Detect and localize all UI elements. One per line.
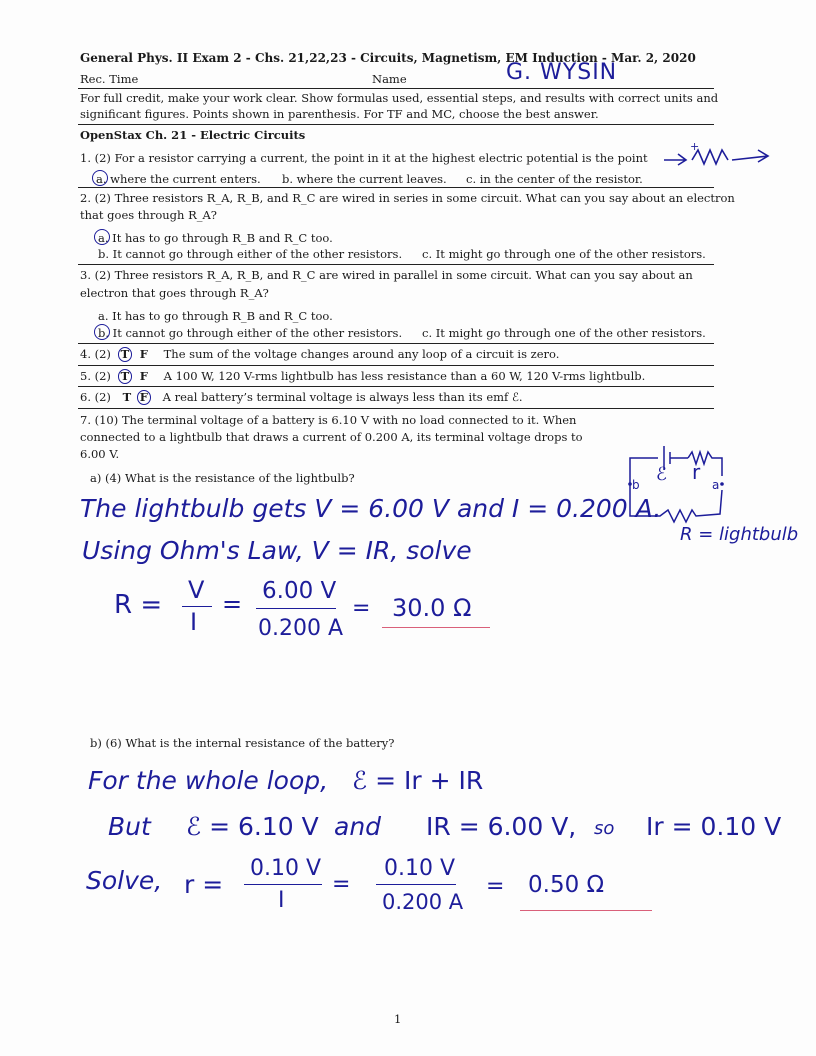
answer-a-equals-2: = xyxy=(352,596,371,621)
answer-b-ir-internal: Ir = 0.10 V xyxy=(646,812,782,841)
diagram-emf-label: ℰ xyxy=(656,464,667,485)
q3-line-2: electron that goes through R_A? xyxy=(80,286,269,300)
diagram-load-label: R = lightbulb xyxy=(680,524,799,545)
q4-prefix: 4. (2) xyxy=(80,347,111,361)
q3-option-a[interactable]: a. It has to go through R_B and R_C too. xyxy=(98,309,333,323)
answer-a-r-equals: R = xyxy=(114,590,163,620)
answer-b-equals-2: = xyxy=(486,874,505,899)
q7-part-a: a) (4) What is the resistance of the lightbulb? xyxy=(90,471,355,485)
answer-a-fraction-bar-1 xyxy=(182,606,212,607)
answer-b-emf-value: ℰ = 6.10 V xyxy=(186,812,319,841)
q2-answer-circle xyxy=(94,229,110,245)
answer-b-ir-value: IR = 6.00 V, xyxy=(426,812,577,841)
q4-true-circled[interactable]: T xyxy=(118,347,133,362)
q6-true[interactable]: T xyxy=(122,390,132,404)
q6-row xyxy=(80,390,523,405)
instructions-rule xyxy=(78,124,714,125)
student-name: G. WYSIN xyxy=(506,60,618,85)
answer-b-line-1b: ℰ = Ir + IR xyxy=(352,766,484,795)
q3-option-b[interactable]: b. It cannot go through either of the other resistors. xyxy=(98,326,402,340)
answer-a-line-1: The lightbulb gets V = 6.00 V and I = 0.200 A. xyxy=(80,494,662,523)
q2-option-b[interactable]: b. It cannot go through either of the other resistors. xyxy=(98,247,403,261)
q5-true-circled[interactable]: T xyxy=(118,369,133,384)
answer-b-but: But xyxy=(108,812,151,841)
answer-a-i: I xyxy=(190,608,198,636)
q3-line-1: 3. (2) Three resistors R_A, R_B, and R_C are wired in parallel in some circuit. What can you say about an xyxy=(80,268,693,282)
answer-a-equals: = xyxy=(222,590,243,618)
q4-rule xyxy=(78,365,714,366)
q2-line-2: that goes through R_A? xyxy=(80,208,217,222)
q5-statement: A 100 W, 120 V-rms lightbulb has less resistance than a 60 W, 120 V-rms lightbulb. xyxy=(163,369,646,383)
q3-rule xyxy=(78,343,714,344)
header-rule xyxy=(78,88,714,89)
q6-statement: A real battery’s terminal voltage is always less than its emf ℰ. xyxy=(162,390,523,404)
q1-text: 1. (2) For a resistor carrying a current, the point in it at the highest electric potential is the point xyxy=(80,151,648,165)
answer-b-fraction-bar-2 xyxy=(376,884,456,885)
instructions-line-1: For full credit, make your work clear. Show formulas used, essential steps, and results with correct units and xyxy=(80,91,719,105)
q7-part-b: b) (6) What is the internal resistance of the battery? xyxy=(90,736,395,750)
q1-option-c[interactable]: c. in the center of the resistor. xyxy=(466,172,643,186)
q4-row xyxy=(80,347,559,362)
q3-option-c[interactable]: c. It might go through one of the other resistors. xyxy=(422,326,706,340)
q5-false[interactable]: F xyxy=(139,369,148,383)
q3-answer-circle xyxy=(94,324,110,340)
answer-b-num-2: 0.10 V xyxy=(384,856,456,881)
q6-rule xyxy=(78,408,714,409)
q2-option-c[interactable]: c. It might go through one of the other resistors. xyxy=(422,247,706,261)
answer-b-so: so xyxy=(594,818,615,839)
q5-rule xyxy=(78,386,714,387)
page-number: 1 xyxy=(394,1012,402,1026)
diagram-r-label: r xyxy=(692,460,701,484)
exam-title: General Phys. II Exam 2 - Chs. 21,22,23 - Circuits, Magnetism, EM Induction - Mar. 2, 2020 xyxy=(80,51,696,65)
answer-a-underline xyxy=(382,627,490,628)
q5-row xyxy=(80,369,645,384)
q5-prefix: 5. (2) xyxy=(80,369,111,383)
diagram-b-label: b xyxy=(632,478,640,492)
answer-b-and: and xyxy=(334,812,382,841)
answer-b-r-equals: r = xyxy=(184,870,224,899)
instructions-line-2: significant figures. Points shown in parenthesis. For TF and MC, choose the best answer. xyxy=(80,107,599,121)
q1-answer-circle xyxy=(92,170,108,186)
answer-b-solve: Solve, xyxy=(86,866,163,895)
answer-b-line-1a: For the whole loop, xyxy=(88,766,329,795)
plus-sign: + xyxy=(690,140,700,153)
answer-b-result: 0.50 Ω xyxy=(528,872,605,898)
answer-a-line-2: Using Ohm's Law, V = IR, solve xyxy=(82,536,472,565)
answer-b-fraction-bar-1 xyxy=(244,884,322,885)
q7-line-3: 6.00 V. xyxy=(80,447,120,461)
q2-line-1: 2. (2) Three resistors R_A, R_B, and R_C are wired in series in some circuit. What can you say about an electron xyxy=(80,191,735,205)
q2-option-a[interactable]: a. It has to go through R_B and R_C too. xyxy=(98,231,333,245)
q1-option-a[interactable]: a. where the current enters. xyxy=(96,172,261,186)
answer-a-result: 30.0 Ω xyxy=(392,594,472,622)
answer-b-den-2: 0.200 A xyxy=(382,890,464,914)
answer-b-num-1: 0.10 V xyxy=(250,856,322,881)
diagram-a-label: a xyxy=(712,478,720,492)
rec-time-label: Rec. Time xyxy=(80,72,139,86)
answer-a-v: V xyxy=(188,576,205,604)
q6-prefix: 6. (2) xyxy=(80,390,111,404)
q6-false-circled[interactable]: F xyxy=(137,390,151,405)
q1-option-b[interactable]: b. where the current leaves. xyxy=(282,172,447,186)
q1-rule xyxy=(78,187,714,188)
q7-line-1: 7. (10) The terminal voltage of a battery is 6.10 V with no load connected to it. When xyxy=(80,413,577,427)
section-title: OpenStax Ch. 21 - Electric Circuits xyxy=(80,128,306,142)
answer-a-fraction-bar-2 xyxy=(256,608,336,609)
current-arrow-sketch xyxy=(660,140,780,170)
q4-statement: The sum of the voltage changes around any loop of a circuit is zero. xyxy=(163,347,560,361)
answer-a-denominator: 0.200 A xyxy=(258,616,344,641)
answer-b-den-1: I xyxy=(278,888,285,913)
q7-line-2: connected to a lightbulb that draws a current of 0.200 A, its terminal voltage drops to xyxy=(80,430,583,444)
answer-b-underline xyxy=(520,910,652,911)
q4-false[interactable]: F xyxy=(139,347,148,361)
answer-a-numerator: 6.00 V xyxy=(262,578,337,604)
name-label: Name xyxy=(372,72,407,86)
answer-b-equals: = xyxy=(332,872,351,897)
q2-rule xyxy=(78,264,714,265)
